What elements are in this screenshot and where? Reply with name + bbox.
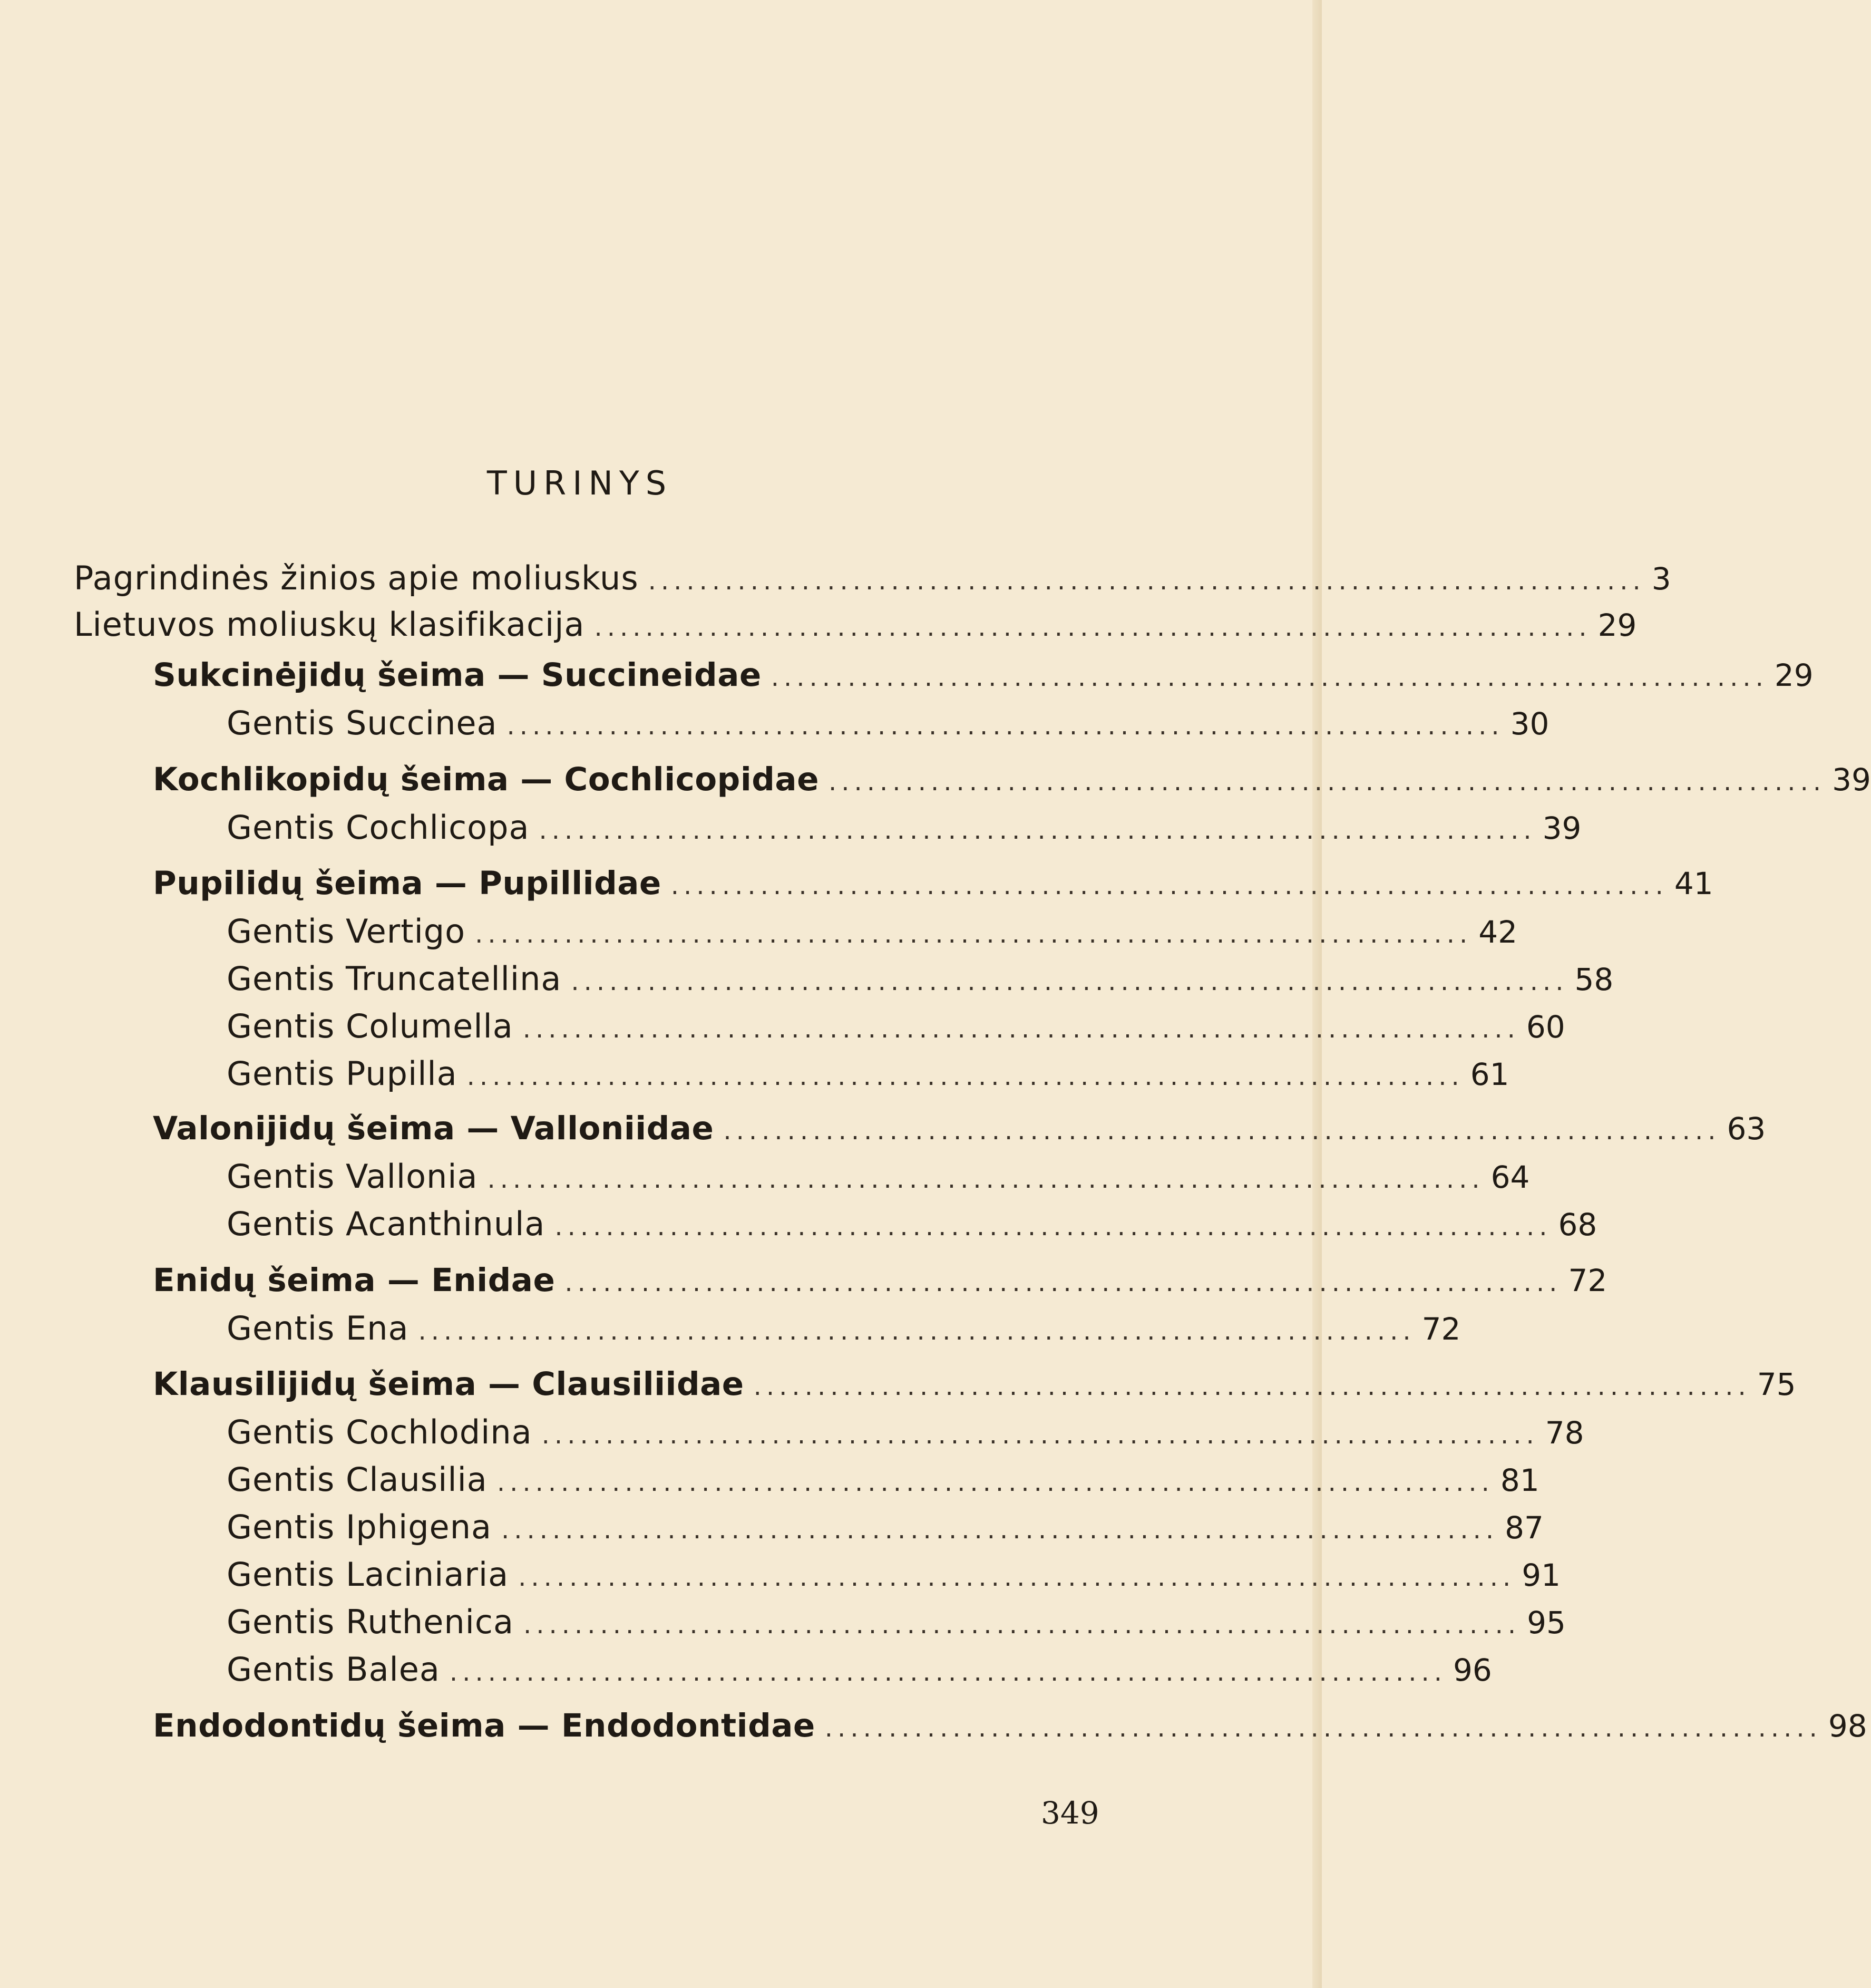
dot-leader: .............................................................................. [648,566,1645,596]
toc-entry-page: 30 [1510,706,1550,742]
toc-entry-page: 91 [1522,1557,1561,1593]
toc-entry-label: Sukcinėjidų šeima — Succineidae [153,656,762,694]
toc-entry-genus [74,1309,1461,1356]
dot-leader: .............................................................................. [828,767,1826,797]
page-number: 349 [1041,1795,1099,1831]
dot-leader: .............................................................................. [523,1610,1521,1640]
toc-entry-genus [74,1650,1492,1698]
toc-entry-family [74,1707,1867,1754]
dot-leader: .............................................................................. [753,1372,1751,1401]
toc-entry-page: 87 [1505,1510,1544,1546]
toc-entry-genus [74,1054,1509,1102]
dot-leader: .............................................................................. [571,967,1568,996]
toc-entry-page: 39 [1542,810,1582,846]
toc-entry-page: 81 [1500,1462,1539,1498]
dot-leader: .............................................................................. [723,1116,1721,1146]
toc-entry-label: Gentis Iphigena [227,1508,492,1546]
toc-entry-label: Pagrindinės žinios apie moliuskus [74,559,639,597]
dot-leader: .............................................................................. [670,871,1668,900]
toc-entry-page: 29 [1774,657,1814,693]
dot-leader: .............................................................................. [496,1468,1494,1497]
toc-entry-family [74,761,1871,808]
toc-entry-page: 75 [1757,1366,1796,1402]
dot-leader: .............................................................................. [771,663,1768,692]
toc-entry-genus [74,1603,1566,1650]
toc-entry-page: 96 [1453,1652,1492,1688]
toc-entry-label: Gentis Succinea [227,704,498,742]
toc-entry-label: Enidų šeima — Enidae [153,1262,556,1299]
toc-entry-label: Endodontidų šeima — Endodontidae [153,1707,815,1744]
toc-entry-label: Gentis Ena [227,1309,409,1347]
toc-entry-genus [74,959,1614,1007]
toc-entry-page: 60 [1526,1009,1565,1045]
toc-entry-label: Gentis Ruthenica [227,1603,514,1641]
toc-entry-page: 64 [1490,1159,1530,1195]
dot-leader: .............................................................................. [475,919,1473,949]
toc-entry-page: 72 [1568,1263,1607,1298]
toc-entry-page: 63 [1727,1111,1766,1147]
toc-entry-label: Gentis Laciniaria [227,1555,509,1594]
toc-entry-label: Gentis Truncatellina [227,959,562,998]
toc-entry-page: 68 [1558,1207,1597,1243]
toc-entry-label: Gentis Clausilia [227,1460,488,1499]
toc-entry-genus [74,704,1550,751]
toc-entry-genus [74,912,1518,959]
toc-entry-label: Gentis Vertigo [227,912,466,951]
toc-entry-label: Klausilijidų šeima — Clausiliidae [153,1365,744,1403]
toc-entry-family [74,1365,1796,1413]
dot-leader: .............................................................................. [564,1268,1562,1297]
toc-entry [74,605,1637,653]
page-title: TURINYS [486,464,673,502]
toc-entry-label: Gentis Pupilla [227,1054,457,1093]
toc-entry-page: 39 [1832,762,1871,798]
toc-entry-page: 41 [1674,866,1713,901]
toc-entry-genus [74,1555,1561,1603]
toc-entry-page: 61 [1470,1056,1509,1092]
dot-leader: .............................................................................. [449,1657,1447,1687]
toc-entry-page: 29 [1597,607,1637,643]
toc-entry-family [74,1262,1607,1309]
toc-entry-genus [74,1508,1544,1555]
dot-leader: .............................................................................. [418,1316,1416,1346]
toc-entry-page: 95 [1527,1605,1566,1641]
toc-entry-genus [74,808,1582,856]
dot-leader: .............................................................................. [501,1515,1499,1545]
dot-leader: .............................................................................. [466,1062,1464,1091]
toc-entry-label: Pupilidų šeima — Pupillidae [153,865,661,902]
toc-entry-family [74,1110,1766,1157]
toc-entry-genus [74,1413,1584,1460]
toc-entry-label: Gentis Acanthinula [227,1205,545,1243]
dot-leader: .............................................................................. [554,1212,1552,1242]
toc-entry-label: Gentis Columella [227,1007,513,1045]
toc-entry-label: Gentis Cochlicopa [227,808,530,847]
toc-entry-genus [74,1157,1530,1205]
toc-entry-family [74,656,1814,704]
dot-leader: .............................................................................. [539,816,1536,845]
dot-leader: .............................................................................. [522,1014,1520,1044]
toc-entry-page: 72 [1421,1311,1461,1347]
toc-entry-label: Kochlikopidų šeima — Cochlicopidae [153,761,819,798]
dot-leader: .............................................................................. [487,1165,1485,1194]
dot-leader: .............................................................................. [594,613,1592,642]
dot-leader: .............................................................................. [506,711,1504,741]
toc-entry-genus [74,1205,1597,1252]
toc-entry-label: Gentis Balea [227,1650,440,1689]
dot-leader: .............................................................................. [541,1420,1539,1450]
toc-entry-page: 42 [1478,914,1518,950]
toc-entry-genus [74,1007,1565,1054]
toc-entry-label: Lietuvos moliuskų klasifikacija [74,605,585,644]
dot-leader: .............................................................................. [518,1563,1516,1592]
toc-entry [74,559,1671,606]
toc-entry-genus [74,1460,1539,1508]
toc-entry-page: 98 [1828,1708,1867,1744]
toc-entry-page: 58 [1574,962,1614,997]
toc-entry-page: 78 [1545,1415,1584,1451]
dot-leader: .............................................................................. [824,1713,1822,1743]
toc-entry-label: Valonijidų šeima — Valloniidae [153,1110,714,1147]
toc-entry-page: 3 [1651,561,1671,597]
toc-entry-label: Gentis Cochlodina [227,1413,532,1451]
toc-entry-label: Gentis Vallonia [227,1157,478,1196]
toc-entry-family [74,865,1713,912]
